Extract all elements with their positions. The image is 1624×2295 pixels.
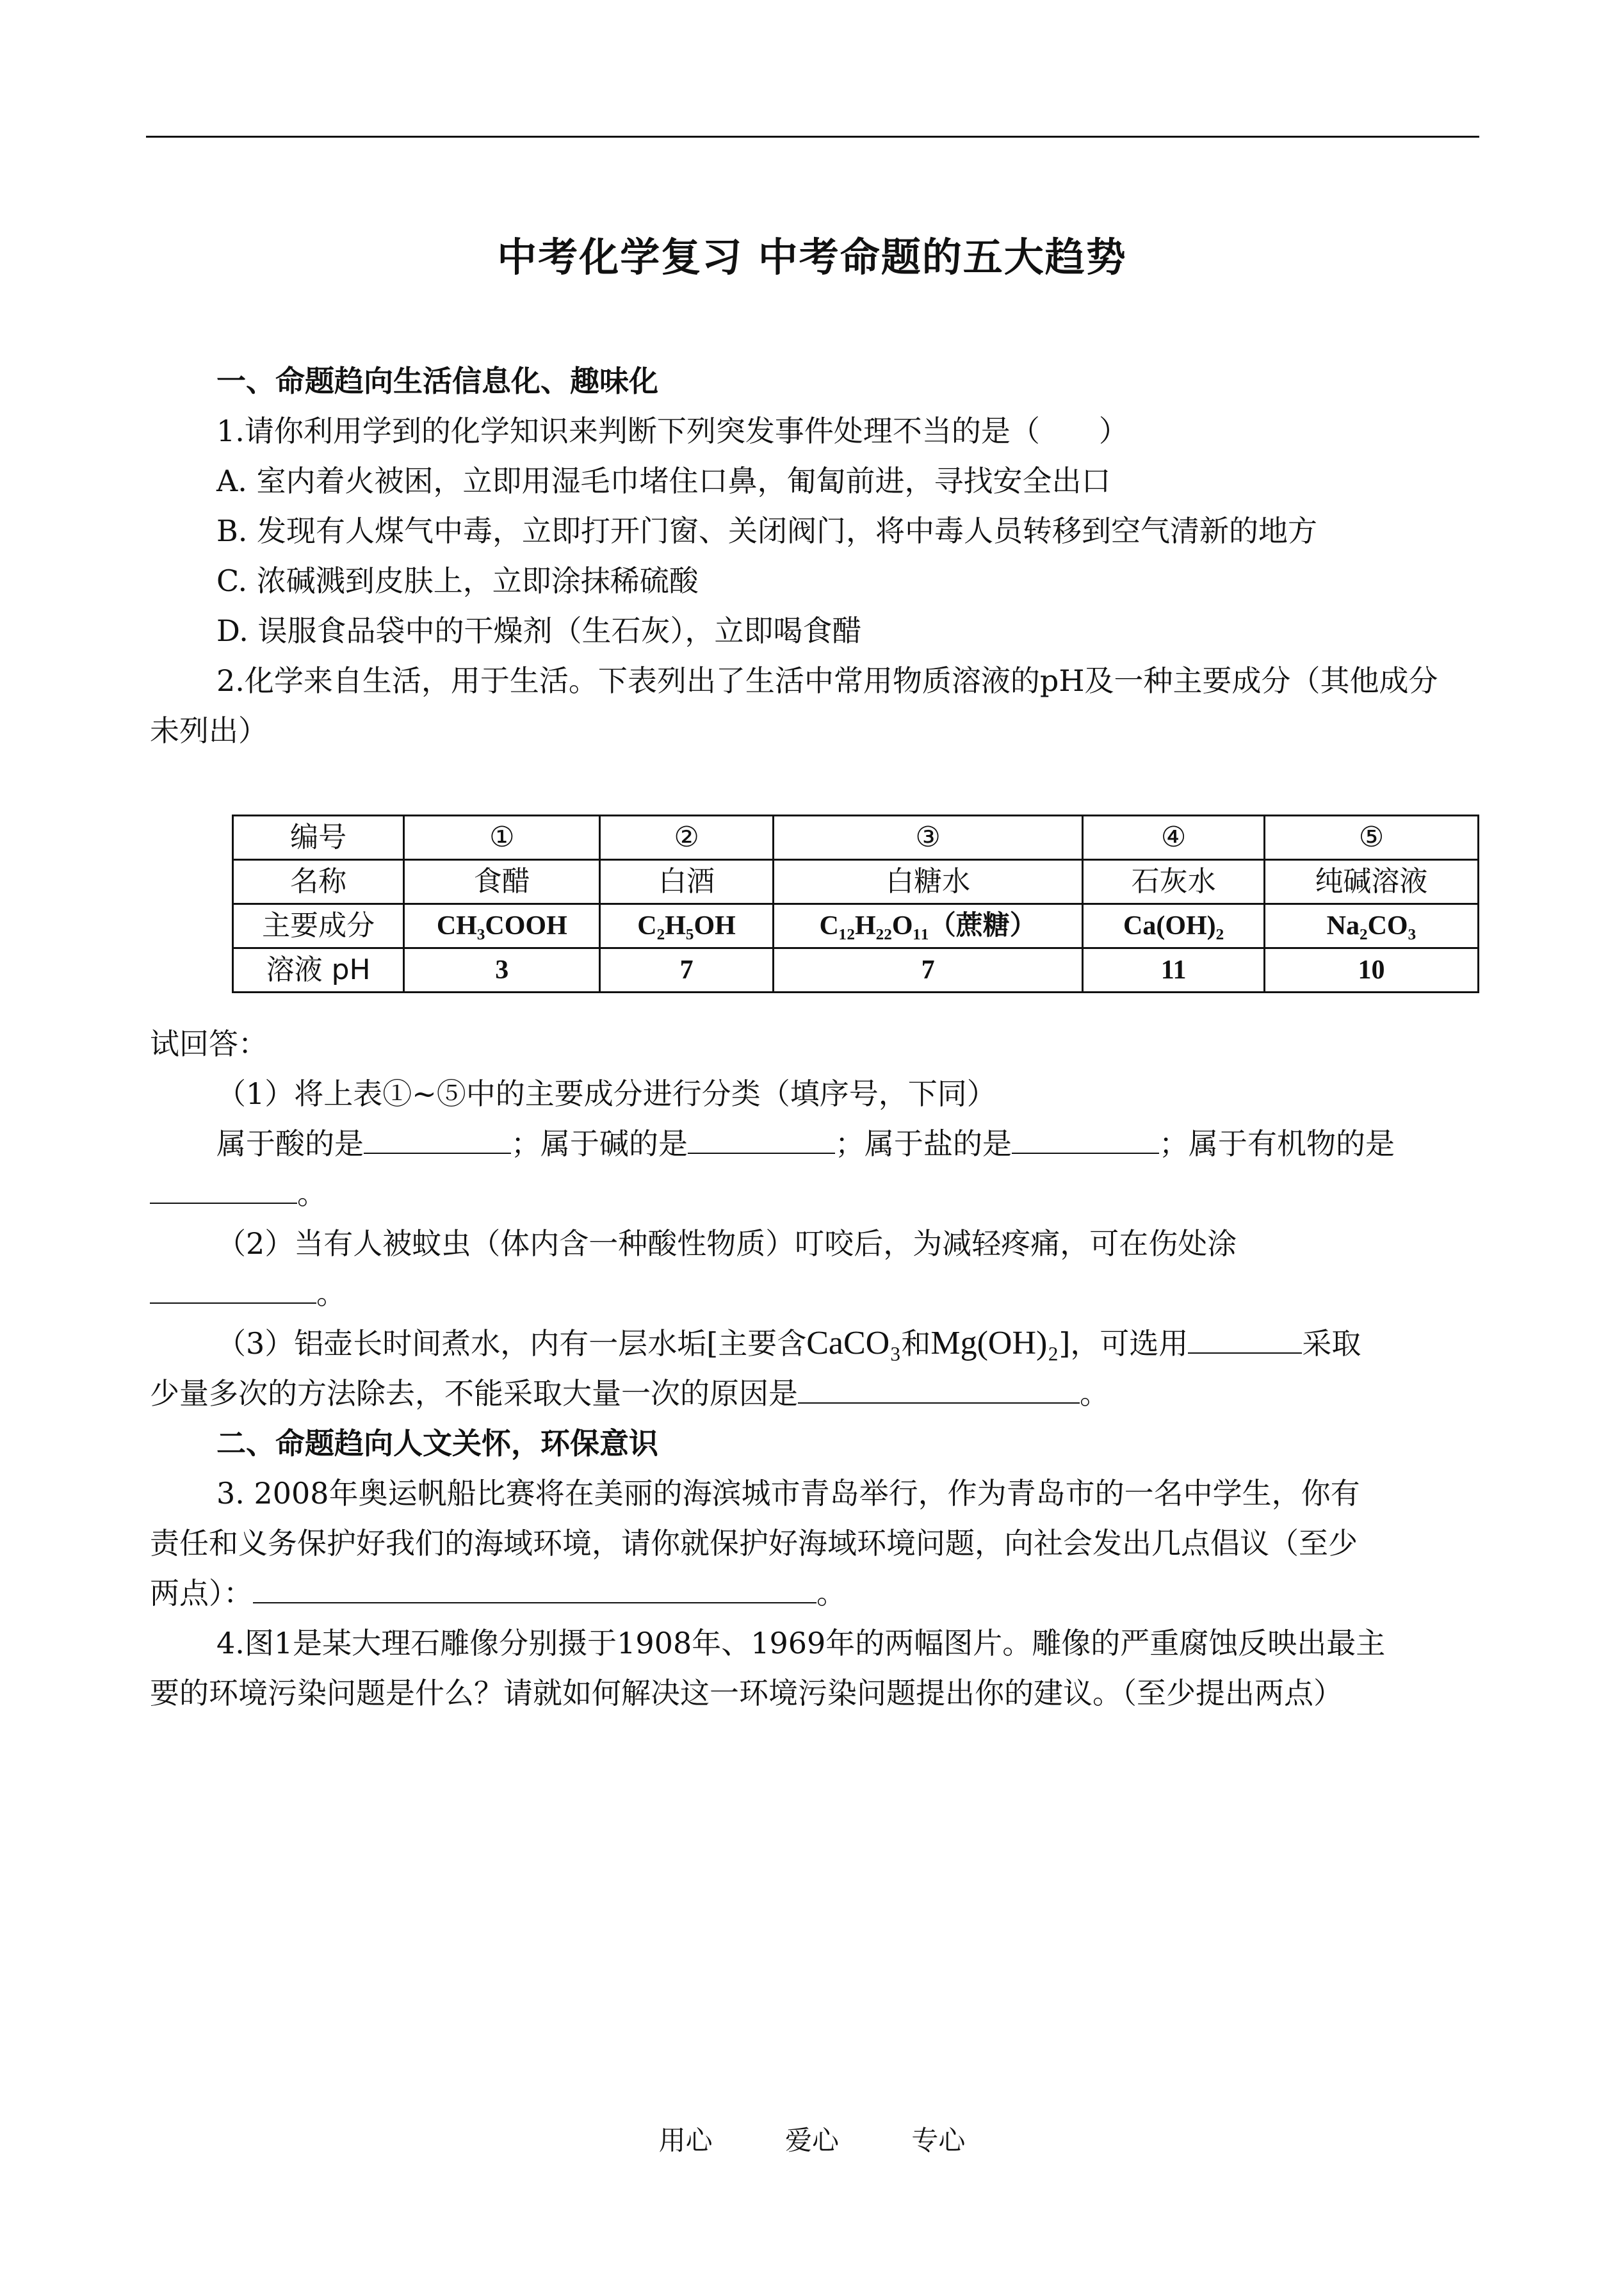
table-cell: 食醋 <box>404 860 600 904</box>
question-3-line-1: 3. 2008年奥运帆船比赛将在美丽的海滨城市青岛举行，作为青岛市的一名中学生，你有 <box>216 1476 1360 1511</box>
sub-question-1: （1）将上表①~⑤中的主要成分进行分类（填序号，下同） <box>216 1076 996 1111</box>
sub-question-2: （2）当有人被蚊虫（体内含一种酸性物质）叮咬后，为减轻疼痛，可在伤处涂 <box>216 1226 1237 1261</box>
question-3-line-3 <box>150 1568 1479 1618</box>
question-1-option-d: D. 误服食品袋中的干燥剂（生石灰），立即喝食醋 <box>216 613 862 648</box>
period: 。 <box>1080 1376 1109 1411</box>
section-2-heading: 二、命题趋向人文关怀，环保意识 <box>216 1426 658 1461</box>
table-cell: ④ <box>1083 816 1265 860</box>
reason-answer-blank[interactable] <box>798 1374 1080 1404</box>
answer-prompt: 试回答： <box>150 1026 268 1061</box>
table-row <box>233 904 1479 948</box>
table-cell: C₂H₅OH <box>600 904 773 948</box>
question-2-stem-line-1: 2.化学来自生活，用于生活。下表列出了生活中常用物质溶液的pH及一种主要成分（其他成分 <box>216 663 1438 698</box>
table-cell: 7 <box>773 948 1083 993</box>
table-cell: 10 <box>1264 948 1478 993</box>
question-1-option-c: C. 浓碱溅到皮肤上，立即涂抹稀硫酸 <box>216 564 699 598</box>
period: 。 <box>297 1176 327 1211</box>
page-footer <box>0 2120 1624 2158</box>
table-cell: CH₃COOH <box>404 904 600 948</box>
table-cell: 纯碱溶液 <box>1264 860 1478 904</box>
sub-question-3-text-c: 采取 <box>1302 1326 1361 1361</box>
caco3-formula: CaCO₃ <box>806 1325 902 1361</box>
salt-answer-blank[interactable] <box>1012 1124 1159 1154</box>
row-header-name: 名称 <box>233 860 404 904</box>
base-label: ；属于碱的是 <box>511 1126 688 1161</box>
table-row <box>233 948 1479 993</box>
document-body <box>150 356 1479 1718</box>
base-answer-blank[interactable] <box>688 1124 835 1154</box>
question-3-line-2: 责任和义务保护好我们的海域环境，请你就保护好海域环境问题，向社会发出几点倡议（至少 <box>150 1526 1358 1561</box>
table-row <box>233 816 1479 860</box>
table-cell: ① <box>404 816 600 860</box>
acid-label: 属于酸的是 <box>216 1126 364 1161</box>
proposal-answer-blank[interactable] <box>253 1574 816 1603</box>
row-header-number: 编号 <box>233 816 404 860</box>
question-4-line-2: 要的环境污染问题是什么？请就如何解决这一环境污染问题提出你的建议。（至少提出两点） <box>150 1676 1343 1710</box>
footer-text: 专心 <box>911 2125 966 2156</box>
table-cell: 3 <box>404 948 600 993</box>
table-cell: Na₂CO₃ <box>1264 904 1478 948</box>
table-cell: 白酒 <box>600 860 773 904</box>
row-header-ph: 溶液 pH <box>233 948 404 993</box>
table-cell: 白糖水 <box>773 860 1083 904</box>
mgoh2-formula: Mg(OH)₂ <box>930 1325 1059 1361</box>
organic-answer-blank[interactable] <box>150 1174 297 1204</box>
question-1-option-b: B. 发现有人煤气中毒，立即打开门窗、关闭阀门，将中毒人员转移到空气清新的地方 <box>216 514 1318 548</box>
period: 。 <box>316 1276 346 1311</box>
sub-question-3-and: 和 <box>901 1326 931 1361</box>
sub-question-3-text-b: ]，可选用 <box>1059 1326 1189 1361</box>
reagent-answer-blank[interactable] <box>1188 1324 1302 1354</box>
table-row <box>233 860 1479 904</box>
sub-question-3-line-2 <box>150 1368 1479 1418</box>
sub-question-1-last-blank <box>150 1169 1479 1219</box>
table-cell: Ca(OH)₂ <box>1083 904 1265 948</box>
sub-question-2-blank-line <box>150 1269 1479 1318</box>
salt-label: ；属于盐的是 <box>835 1126 1012 1161</box>
sub-question-2-answer-blank[interactable] <box>150 1274 316 1304</box>
table-cell: 石灰水 <box>1083 860 1265 904</box>
question-2-stem-line-2: 未列出） <box>150 713 268 748</box>
page-title: 中考化学复习 中考命题的五大趋势 <box>497 234 1127 280</box>
footer-text: 用心 <box>658 2125 713 2156</box>
section-1-heading: 一、命题趋向生活信息化、趣味化 <box>216 364 658 398</box>
sub-question-3-line-2-text: 少量多次的方法除去，不能采取大量一次的原因是 <box>150 1376 798 1411</box>
question-4-line-1: 4.图1是某大理石雕像分别摄于1908年、1969年的两幅图片。雕像的严重腐蚀反映出最主 <box>216 1626 1386 1660</box>
organic-label: ；属于有机物的是 <box>1159 1126 1395 1161</box>
period: 。 <box>816 1576 846 1610</box>
acid-answer-blank[interactable] <box>364 1124 511 1154</box>
sub-question-3-text-a: （3）铝壶长时间煮水，内有一层水垢[主要含 <box>216 1326 807 1361</box>
sub-question-1-blanks <box>150 1119 1479 1169</box>
table-cell: 11 <box>1083 948 1265 993</box>
table-cell: C₁₂H₂₂O₁₁（蔗糖） <box>773 904 1083 948</box>
table-cell: 7 <box>600 948 773 993</box>
row-header-component: 主要成分 <box>233 904 404 948</box>
table-cell: ③ <box>773 816 1083 860</box>
question-1-stem: 1.请你利用学到的化学知识来判断下列突发事件处理不当的是（ ） <box>216 414 1128 448</box>
header-rule <box>146 136 1479 138</box>
question-1-option-a: A. 室内着火被困，立即用湿毛巾堵住口鼻，匍匐前进，寻找安全出口 <box>216 464 1111 498</box>
sub-question-3-line-1 <box>150 1318 1479 1368</box>
table-cell: ② <box>600 816 773 860</box>
question-3-line-3-text: 两点）： <box>150 1576 253 1610</box>
table-cell: ⑤ <box>1264 816 1478 860</box>
footer-text: 爱心 <box>784 2125 839 2156</box>
substance-table <box>232 815 1479 993</box>
